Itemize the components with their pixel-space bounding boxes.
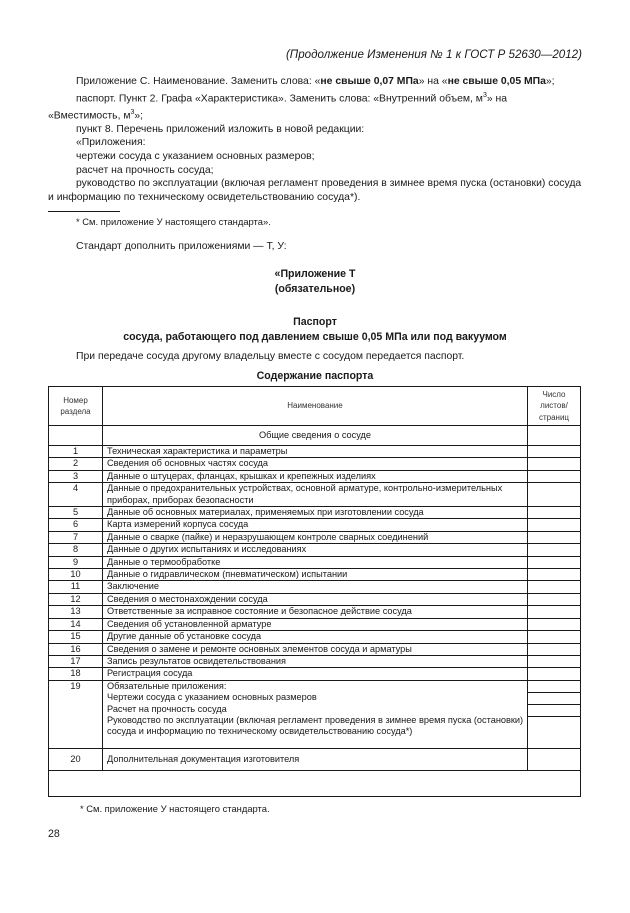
paragraph-item8: пункт 8. Перечень приложений изложить в новой редакции: — [76, 123, 365, 135]
paragraph-manual: руководство по эксплуатации (включая регламент проведения в зимнее время пуска (остановки) сосуда и информацию по техническому освидетельствованию сосуда*). — [48, 178, 582, 203]
row-pages — [528, 519, 581, 531]
row19-line: Руководство по эксплуатации (включая регламент проведения в зимнее время пуска (остановки) сосуда и информацию по техническому освидетельствованию сосуда*) — [107, 714, 524, 737]
row-name: Сведения об основных частях сосуда — [103, 458, 528, 470]
row-pages — [528, 483, 581, 507]
table-row — [49, 606, 581, 618]
row-number: 19 — [49, 680, 103, 748]
table-row — [49, 593, 581, 605]
table-row — [49, 483, 581, 507]
table-row — [49, 519, 581, 531]
header-name: Наименование — [103, 387, 528, 426]
table-row — [49, 470, 581, 482]
row-number: 6 — [49, 519, 103, 531]
row-name: Запись результатов освидетельствования — [103, 655, 528, 667]
row-pages — [528, 569, 581, 581]
paragraph-passport: паспорт. Пункт 2. Графа «Характеристика». Заменить слова: «Внутренний объем, $м^3$» на «Вместимость, $м^3$»; — [48, 91, 508, 122]
passport-contents-table — [48, 386, 581, 797]
table-row — [49, 668, 581, 680]
row-number: 16 — [49, 643, 103, 655]
row-number: 20 — [49, 748, 103, 770]
row-number: 7 — [49, 531, 103, 543]
page-number: 28 — [48, 828, 60, 840]
row-pages — [528, 680, 581, 748]
table-row — [49, 680, 581, 748]
table-row — [49, 531, 581, 543]
table-row — [49, 446, 581, 458]
row-pages — [528, 593, 581, 605]
appendix-title: «Приложение Т — [274, 268, 356, 280]
pages-subcell — [528, 704, 580, 716]
row-number: 14 — [49, 618, 103, 630]
table-row — [49, 655, 581, 667]
footnote-cell — [49, 770, 581, 796]
row-pages — [528, 458, 581, 470]
table-row — [49, 748, 581, 770]
pages-subcell — [528, 716, 580, 748]
row19-line: Чертежи сосуда с указанием основных размеров — [107, 692, 317, 703]
row-pages — [528, 470, 581, 482]
row-name: Сведения об установленной арматуре — [103, 618, 528, 630]
table-row — [49, 458, 581, 470]
row-pages — [528, 631, 581, 643]
general-pages-cell — [528, 426, 581, 446]
row-name: Заключение — [103, 581, 528, 593]
row-number: 18 — [49, 668, 103, 680]
row-pages — [528, 668, 581, 680]
row-number: 2 — [49, 458, 103, 470]
table-row — [49, 631, 581, 643]
row-name: Карта измерений корпуса сосуда — [103, 519, 528, 531]
row-number: 12 — [49, 593, 103, 605]
row-name: Ответственные за исправное состояние и безопасное действие сосуда — [103, 606, 528, 618]
row-name: Данные об основных материалах, применяемых при изготовлении сосуда — [103, 507, 528, 519]
row-pages — [528, 507, 581, 519]
row-pages — [528, 446, 581, 458]
table-row — [49, 507, 581, 519]
row-name: Другие данные об установке сосуда — [103, 631, 528, 643]
row-number: 15 — [49, 631, 103, 643]
supplement-text: Стандарт дополнить приложениями — Т, У: — [76, 241, 287, 252]
row-name: Дополнительная документация изготовителя — [103, 748, 528, 770]
table-body — [49, 446, 581, 681]
row-name: Сведения о замене и ремонте основных элементов сосуда и арматуры — [103, 643, 528, 655]
row-number: 13 — [49, 606, 103, 618]
row-number: 9 — [49, 556, 103, 568]
paragraph-appendix-c: Приложение С. Наименование. Заменить слова: «не свыше 0,07 МПа» на «не свыше 0,05 МПа»; — [76, 76, 555, 87]
row-number: 17 — [49, 655, 103, 667]
row-number: 10 — [49, 569, 103, 581]
row-pages — [528, 618, 581, 630]
table-row — [49, 643, 581, 655]
paragraph-drawings: чертежи сосуда с указанием основных размеров; — [76, 150, 315, 162]
row-pages — [528, 531, 581, 543]
row-number: 4 — [49, 483, 103, 507]
row-pages — [528, 655, 581, 667]
intro-text: При передаче сосуда другому владельцу вместе с сосудом передается паспорт. — [76, 351, 465, 362]
row-number: 1 — [49, 446, 103, 458]
row19-line: Расчет на прочность сосуда — [107, 703, 227, 714]
row-name: Данные о штуцерах, фланцах, крышках и крепежных изделиях — [103, 470, 528, 482]
row-pages — [528, 556, 581, 568]
row-name: Регистрация сосуда — [103, 668, 528, 680]
header-pages: Число листов/ страниц — [528, 387, 581, 426]
row-pages — [528, 581, 581, 593]
row-name: Данные о предохранительных устройствах, основной арматуре, контрольно-измерительных приборах, приборах безопасности — [103, 483, 528, 507]
row-number: 5 — [49, 507, 103, 519]
pages-subcell — [528, 692, 580, 704]
row-name: Данные о других испытаниях и исследованиях — [103, 544, 528, 556]
footnote-2: * См. приложение У настоящего стандарта. — [80, 803, 270, 814]
general-num-cell — [49, 426, 103, 446]
table-row — [49, 618, 581, 630]
table-row — [49, 556, 581, 568]
amendment-text — [48, 75, 582, 204]
row-pages — [528, 748, 581, 770]
row-name: Сведения о местонахождении сосуда — [103, 593, 528, 605]
table-row — [49, 544, 581, 556]
passport-title: Паспорт — [293, 316, 337, 328]
appendix-status: (обязательное) — [274, 283, 356, 295]
header-number: Номер раздела — [49, 387, 103, 426]
paragraph-appendices: «Приложения: — [76, 137, 146, 149]
row-number: 3 — [49, 470, 103, 482]
row-pages — [528, 544, 581, 556]
passport-subtitle: сосуда, работающего под давлением свыше 0,05 МПа или под вакуумом — [123, 331, 507, 343]
row-name: Данные о термообработке — [103, 556, 528, 568]
table-row — [49, 569, 581, 581]
row19-line: Обязательные приложения: — [107, 680, 227, 691]
table-row — [49, 581, 581, 593]
footnote-divider — [48, 211, 120, 212]
paragraph-strength: расчет на прочность сосуда; — [76, 164, 214, 176]
row-pages — [528, 643, 581, 655]
table-title: Содержание паспорта — [256, 370, 374, 382]
row-name: Данные о сварке (пайке) и неразрушающем контроле сварных соединений — [103, 531, 528, 543]
row-number: 11 — [49, 581, 103, 593]
row-name: Данные о гидравлическом (пневматическом) испытании — [103, 569, 528, 581]
general-row: Общие сведения о сосуде — [103, 426, 528, 446]
row-name: Техническая характеристика и параметры — [103, 446, 528, 458]
pages-subcell — [528, 681, 580, 692]
row-pages — [528, 606, 581, 618]
footnote-1: * См. приложение У настоящего стандарта». — [76, 216, 271, 227]
running-header: (Продолжение Изменения № 1 к ГОСТ Р 52630—2012) — [285, 48, 582, 61]
row-name — [103, 680, 528, 748]
row-number: 8 — [49, 544, 103, 556]
